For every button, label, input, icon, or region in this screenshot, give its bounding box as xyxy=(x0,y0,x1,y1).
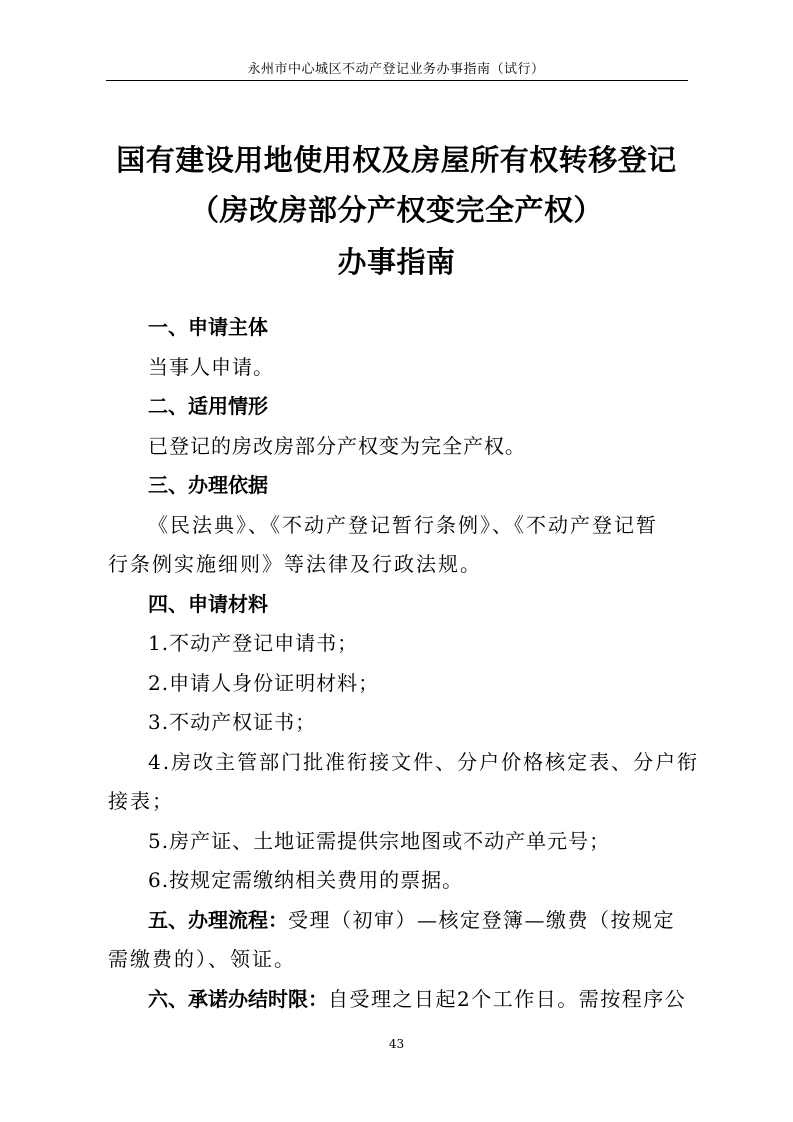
document-body xyxy=(108,308,700,1019)
material-item-4-line1: 4.房改主管部门批准衔接文件、分户价格核定表、分户衔 xyxy=(148,749,700,774)
material-item-1: 1.不动产登记申请书； xyxy=(148,631,359,655)
running-header: 永州市中心城区不动产登记业务办事指南（试行） xyxy=(247,62,545,77)
section-heading-process: 五、办理流程： xyxy=(148,907,288,932)
section-text-timelimit: 自受理之日起2个工作日。需按程序公 xyxy=(328,986,687,1011)
section-process-line1 xyxy=(108,901,688,941)
title-line-3: 办事指南 xyxy=(337,245,456,279)
title-line-2: （房改房部分产权变完全产权） xyxy=(189,193,603,227)
section-text-basis-line2: 行条例实施细则》等法律及行政法规。 xyxy=(108,552,482,576)
material-item-6: 6.按规定需缴纳相关费用的票据。 xyxy=(148,868,464,892)
section-text-basis-line1: 《民法典》、《不动产登记暂行条例》、《不动产登记暂 xyxy=(148,512,658,537)
material-item-3: 3.不动产权证书； xyxy=(148,710,317,734)
section-text-process: 受理（初审）—核定登簿—缴费（按规定 xyxy=(288,907,675,932)
section-text-applicant: 当事人申请。 xyxy=(148,354,274,379)
document-title xyxy=(60,138,733,284)
section-heading-timelimit: 六、承诺办结时限： xyxy=(148,986,328,1011)
section-process-line2: 需缴费的）、领证。 xyxy=(108,947,296,971)
section-heading-basis: 三、办理依据 xyxy=(148,473,268,497)
section-heading-materials: 四、申请材料 xyxy=(148,591,268,616)
page-number: 43 xyxy=(388,1037,405,1051)
material-item-5: 5.房产证、土地证需提供宗地图或不动产单元号； xyxy=(148,828,611,853)
title-line-1: 国有建设用地使用权及房屋所有权转移登记 xyxy=(116,143,677,177)
section-heading-scope: 二、适用情形 xyxy=(148,394,268,418)
material-item-4-line2: 接表； xyxy=(108,789,174,813)
material-item-2: 2.申请人身份证明材料； xyxy=(148,670,380,695)
section-text-scope: 已登记的房改房部分产权变为完全产权。 xyxy=(148,433,526,458)
section-timelimit-line1 xyxy=(108,980,688,1020)
section-heading-applicant: 一、申请主体 xyxy=(148,315,268,339)
header-rule xyxy=(106,80,688,81)
